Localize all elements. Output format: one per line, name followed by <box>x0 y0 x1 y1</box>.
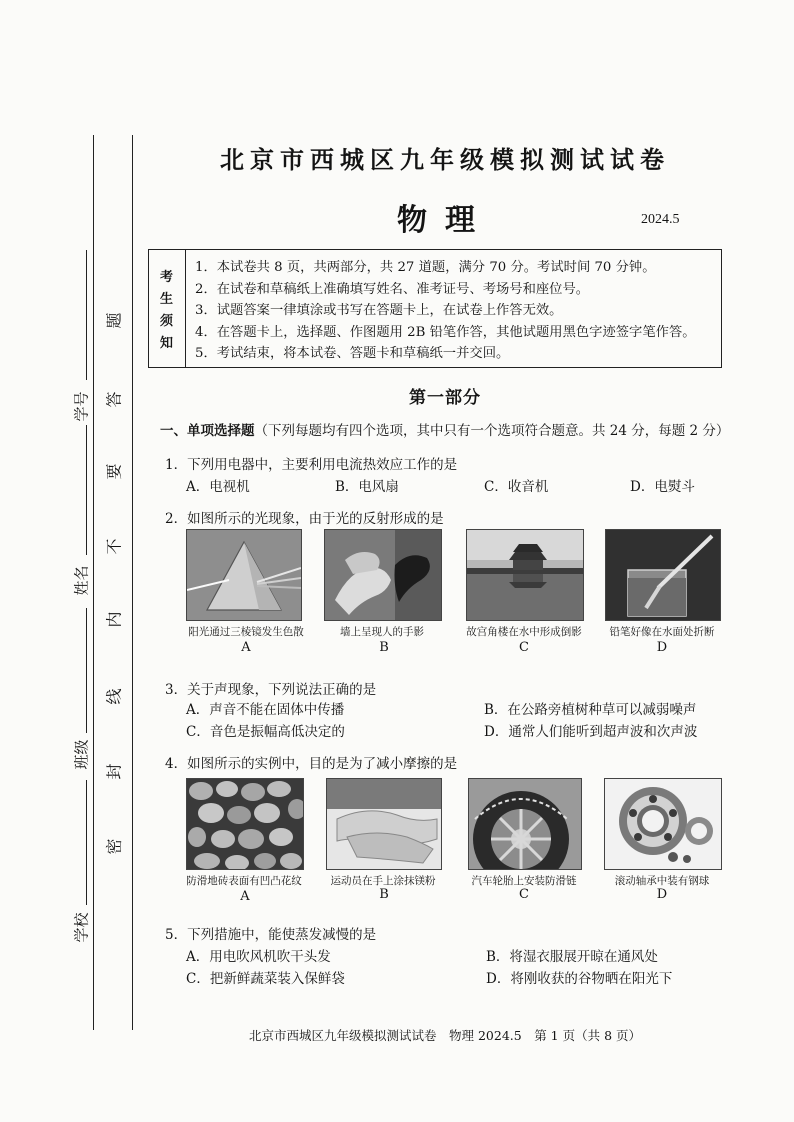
binding-line-inner <box>132 135 133 1030</box>
notice-label-char: 须 <box>160 314 174 329</box>
notice-item: 3．试题答案一律填涂或书写在答题卡上，在试卷上作答无效。 <box>195 303 563 318</box>
option-letter: B <box>379 640 389 655</box>
ball-bearing-image <box>604 778 722 870</box>
image-caption: 汽车轮胎上安装防滑链 <box>471 875 577 887</box>
image-caption: 运动员在手上涂抹镁粉 <box>330 875 436 887</box>
option-letter: D <box>656 640 668 655</box>
notice-item: 4．在答题卡上，选择题、作图题用 2B 铅笔作答，其他试题用黑色字迹签字笔作答。 <box>195 324 696 340</box>
field-school-line[interactable] <box>86 780 87 905</box>
watchtower-reflection-image <box>466 529 584 621</box>
seal-char: 封 <box>104 763 124 780</box>
option-text: D．将刚收获的谷物晒在阳光下 <box>486 971 673 987</box>
notice-item: 1．本试卷共 8 页，共两部分，共 27 道题，满分 70 分。考试时间 70 分钟。 <box>195 260 656 275</box>
field-name-label: 姓名 <box>72 565 91 596</box>
option-letter: B <box>379 887 389 902</box>
question-stem: 2．如图所示的光现象，由于光的反射形成的是 <box>165 511 444 527</box>
option-letter: C <box>519 640 529 655</box>
option-text: C．音色是振幅高低决定的 <box>186 724 345 740</box>
section-heading <box>160 419 729 439</box>
seal-char: 内 <box>104 611 124 628</box>
part-title: 第一部分 <box>409 388 481 408</box>
anti-slip-tile-image <box>186 778 304 870</box>
question-stem: 3．关于声现象，下列说法正确的是 <box>165 682 377 698</box>
seal-char: 不 <box>104 538 124 555</box>
option-text: A．声音不能在固体中传播 <box>186 702 345 718</box>
section-head: 一、单项选择题 <box>160 423 255 439</box>
seal-char: 答 <box>104 391 124 408</box>
option-letter: C <box>519 887 529 902</box>
tire-chain-image <box>468 778 582 870</box>
image-caption: 墙上呈现人的手影 <box>340 626 424 638</box>
field-school-label: 学校 <box>72 912 91 943</box>
option-letter: A <box>241 640 251 655</box>
seal-char: 线 <box>104 688 124 705</box>
section-desc: （下列每题均有四个选项，其中只有一个选项符合题意。共 24 分，每题 2 分） <box>254 423 730 439</box>
notice-label-char: 生 <box>160 292 174 307</box>
option-text: A．用电吹风机吹干头发 <box>186 949 331 965</box>
field-student-id-line[interactable] <box>86 250 87 380</box>
notice-item: 5．考试结束，将本试卷、答题卡和草稿纸一并交回。 <box>195 346 510 361</box>
exam-date: 2024.5 <box>641 212 680 227</box>
option-text: B．将湿衣服展开晾在通风处 <box>486 949 658 965</box>
option-text: A．电视机 <box>186 479 250 495</box>
prism-dispersion-image <box>186 529 302 621</box>
seal-char: 题 <box>104 312 124 329</box>
image-caption: 防滑地砖表面有凹凸花纹 <box>186 875 302 887</box>
field-student-id-label: 学号 <box>72 391 91 422</box>
binding-line-outer <box>93 135 94 1030</box>
question-stem: 1．下列用电器中，主要利用电流热效应工作的是 <box>165 457 458 473</box>
hand-shadow-image <box>324 529 442 621</box>
option-text: D．通常人们能听到超声波和次声波 <box>484 724 698 740</box>
field-name-line[interactable] <box>86 425 87 555</box>
subject-title: 物理 <box>397 203 493 238</box>
seal-char: 要 <box>104 463 124 480</box>
image-caption: 阳光通过三棱镜发生色散 <box>188 626 304 638</box>
page-footer: 北京市西城区九年级模拟测试试卷 物理 2024.5 第 1 页（共 8 页） <box>248 1028 641 1043</box>
question-stem: 4．如图所示的实例中，目的是为了减小摩擦的是 <box>165 756 458 772</box>
field-class-label: 班级 <box>72 739 91 770</box>
option-text: C．把新鲜蔬菜装入保鲜袋 <box>186 971 345 987</box>
notice-list <box>195 257 696 365</box>
question-stem: 5．下列措施中，能使蒸发减慢的是 <box>165 927 377 943</box>
option-text: B．电风扇 <box>335 479 399 495</box>
field-class-line[interactable] <box>86 608 87 733</box>
notice-label-char: 考 <box>160 270 174 285</box>
image-caption: 铅笔好像在水面处折断 <box>609 626 715 638</box>
option-text: D．电熨斗 <box>630 479 695 495</box>
image-caption: 故宫角楼在水中形成倒影 <box>466 626 582 638</box>
option-text: C．收音机 <box>484 479 549 495</box>
seal-char: 密 <box>104 838 124 855</box>
notice-item: 2．在试卷和草稿纸上准确填写姓名、准考证号、考场号和座位号。 <box>195 281 590 297</box>
option-letter: D <box>656 887 668 902</box>
magnesium-powder-hands-image <box>326 778 442 870</box>
exam-title: 北京市西城区九年级模拟测试试卷 <box>220 145 670 174</box>
notice-label-cell <box>149 250 186 367</box>
option-letter: A <box>240 889 250 904</box>
candidate-notice-box <box>148 249 722 368</box>
pencil-water-image <box>605 529 721 621</box>
option-text: B．在公路旁植树种草可以减弱噪声 <box>484 702 697 718</box>
image-caption: 滚动轴承中装有钢球 <box>614 875 710 887</box>
notice-label-char: 知 <box>160 336 174 351</box>
